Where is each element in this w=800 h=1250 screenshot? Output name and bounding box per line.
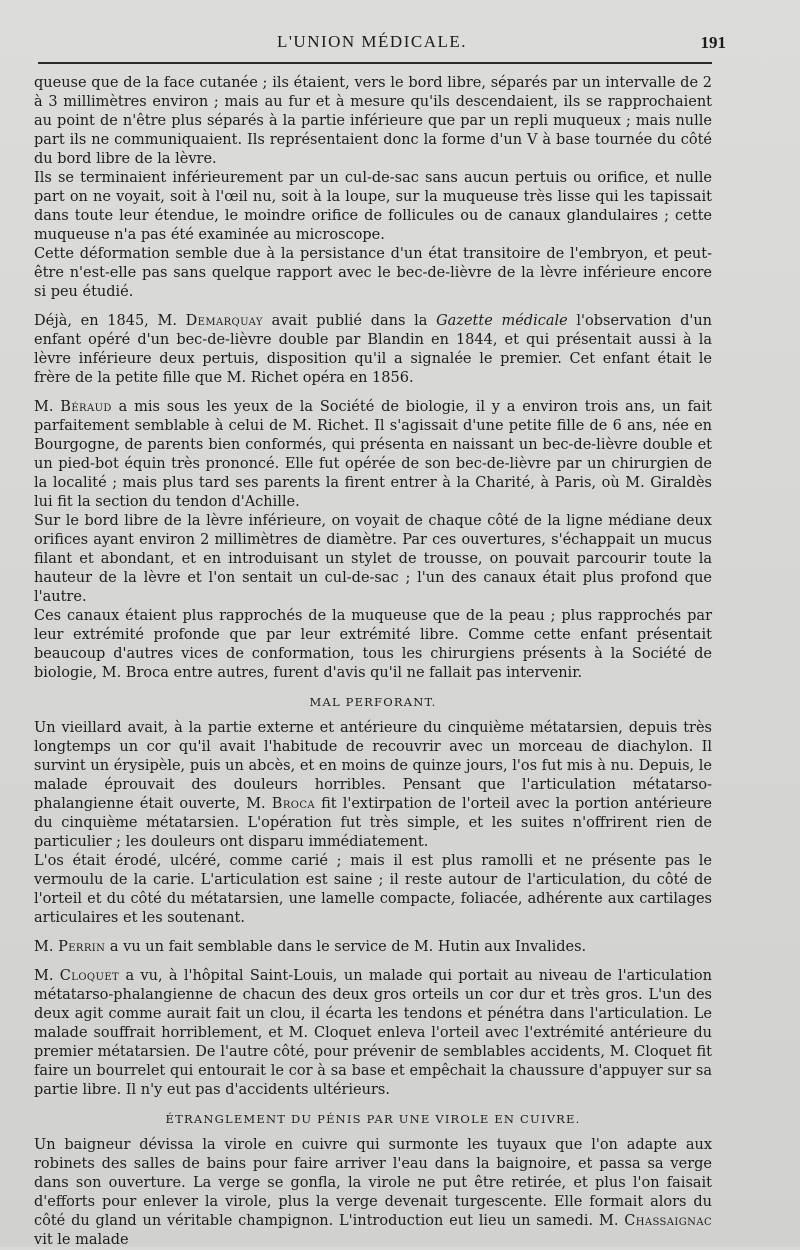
text-run: Un vieillard avait, à la partie externe et antérieure du cinquième métatarsien, depuis très longtemps un cor qu'il avait l'habitude de recouvrir avec un morceau de diachylon. Il survint un érysipèle, puis un abcès, et en moins de quinze jours, l'os fut mis à nu. Depuis, le malade éprouvait des douleurs horribles. Pensant que l'articulation métatarso-phalangienne était ouverte, M. [34,720,712,812]
text-run: a vu, à l'hôpital Saint-Louis, un malade qui portait au niveau de l'articulation métatarso-phalangienne de chacun des deux gros orteils un cor dur et très gros. L'un des deux agit comme aurait fait un clou, il écarta les tendons et pénétra dans l'articulation. Le malade souffrait horriblement, et M. Cloquet enleva l'orteil avec l'extrémité antérieure du premier métatarsien. De l'autre côté, pour prévenir de semblables accidents, M. Cloquet fit faire un bourrelet qui entourait le cor à sa base et empêchait la chaussure d'appuyer sur sa partie libre. Il n'y eut pas d'accidents ultérieurs. [34,968,712,1098]
text-run: l'observation d'un enfant opéré d'un bec-de-lièvre double par Blandin en 1844, et qui présentait aussi à la lèvre inférieure deux pertuis, disposition qu'il a signalée le premier. Cet enfant était le frère de la petite fille que M. Richet opéra en 1856. [34,313,713,386]
paragraph: Ils se terminaient inférieurement par un cul-de-sac sans aucun pertuis ou orifice, et nulle part on ne voyait, soit à l'œil nu, soit à la loupe, sur la muqueuse très lisse qui les tapissait dans toute leur étendue, le moindre orifice de follicules ou de canaux glandulaires ; cette muqueuse n'a pas été examinée au microscope. [34,170,712,243]
running-header [32,28,726,58]
text-run: M. [34,968,60,984]
paragraph-baigneur [34,1136,712,1250]
paragraph: Sur le bord libre de la lèvre inférieure, on voyait de chaque côté de la ligne médiane deux orifices ayant environ 2 millimètres de diamètre. Par ces ouvertures, s'échappait un mucus filant et abondant, et en introduisant un stylet de trousse, on pouvait parcourir toute la hauteur de la lèvre et l'on sentait un cul-de-sac ; l'un des canaux était plus profond que l'autre. [34,513,712,605]
text-run: a mis sous les yeux de la Société de biologie, il y a environ trois ans, un fait parfaitement semblable à celui de M. Richet. Il s'agissait d'une petite fille de 6 ans, née en Bourgogne, de parents bien conformés, qui présenta en naissant un bec-de-lièvre double et un pied-bot équin très prononcé. Elle fut opérée de son bec-de-lièvre par un chirurgien de la localité ; mais plus tard ses parents la firent entrer à la Charité, à Paris, où M. Giraldès lui fit la section du tendon d'Achille. [34,399,712,510]
text-run: vit le malade [34,1232,129,1248]
text-run: avait publié dans la [262,313,437,329]
paragraph-cloquet [34,967,712,1100]
paragraph: L'os était érodé, ulcéré, comme carié ; mais il est plus ramolli et ne présente pas le vermoulu de la carie. L'articulation est saine ; il reste autour de l'articulation, du côté de l'orteil et du côté du métatarsien, une lamelle compacte, foliacée, adhérente aux cartilages articulaires et les soutenant. [34,853,712,926]
text-run: a vu un fait semblable dans le service de M. Hutin aux Invalides. [105,939,587,955]
journal-name: Gazette médicale [436,313,568,329]
page-number: 191 [700,33,726,52]
section-heading-etranglement: ÉTRANGLEMENT DU PÉNIS PAR UNE VIROLE EN CUIVRE. [165,1112,581,1126]
paragraph-perrin [34,938,712,957]
text-run: M. [34,939,59,955]
paragraph-vieillard [34,719,712,852]
person-name: Cloquet [59,968,120,984]
paragraph: Ces canaux étaient plus rapprochés de la muqueuse que de la peau ; plus rapprochés par leur extrémité profonde que par leur extrémité libre. Comme cette enfant présentait beaucoup d'autres vices de conformation, tous les chirurgiens présents à la Société de biologie, M. Broca entre autres, furent d'avis qu'il ne fallait pas intervenir. [34,608,712,681]
text-run: Déjà, en 1845, M. [34,313,186,329]
paragraph: queuse que de la face cutanée ; ils étaient, vers le bord libre, séparés par un intervalle de 2 à 3 millimètres environ ; mais au fur et à mesure qu'ils descendaient, ils se rapprochaient au point de n'être plus séparés à la partie inférieure que par un repli muqueux ; mais nulle part ils ne communiquaient. Ils représentaient donc la forme d'un V à base tournée du côté du bord libre de la lèvre. [34,75,712,167]
text-run: M. [34,399,61,415]
person-name: Perrin [58,939,106,955]
header-rule [38,62,712,64]
paragraph-beraud [34,398,712,512]
journal-title: L'UNION MÉDICALE. [276,32,468,51]
person-name: Broca [271,796,316,812]
paragraph-demarquay [34,312,712,388]
text-run: fit l'extirpation de l'orteil avec la portion antérieure du cinquième métatarsien. L'opération fut très simple, et les suites n'offrirent rien de particulier ; les douleurs ont disparu immédiatement. [34,796,712,850]
section-heading-mal-perforant: MAL PERFORANT. [309,695,437,709]
person-name: Béraud [60,399,112,415]
article-body [32,74,712,1250]
person-name: Chassaignac [624,1213,712,1229]
paragraph: Cette déformation semble due à la persistance d'un état transitoire de l'embryon, et peut-être n'est-elle pas sans quelque rapport avec le bec-de-lièvre de la lèvre inférieure encore si peu étudié. [34,246,712,300]
person-name: Demarquay [185,313,263,329]
text-run: Un baigneur dévissa la virole en cuivre qui surmonte les tuyaux que l'on adapte aux robinets des salles de bains pour faire arriver l'eau dans la baignoire, et passa sa verge dans son ouverture. La verge se gonfla, la virole ne put être retirée, et plus l'on faisait d'efforts pour enlever la virole, plus la verge devenait turgescente. Elle formait alors du côté du gland un véritable champignon. L'introduction eut lieu un samedi. M. [34,1137,712,1229]
